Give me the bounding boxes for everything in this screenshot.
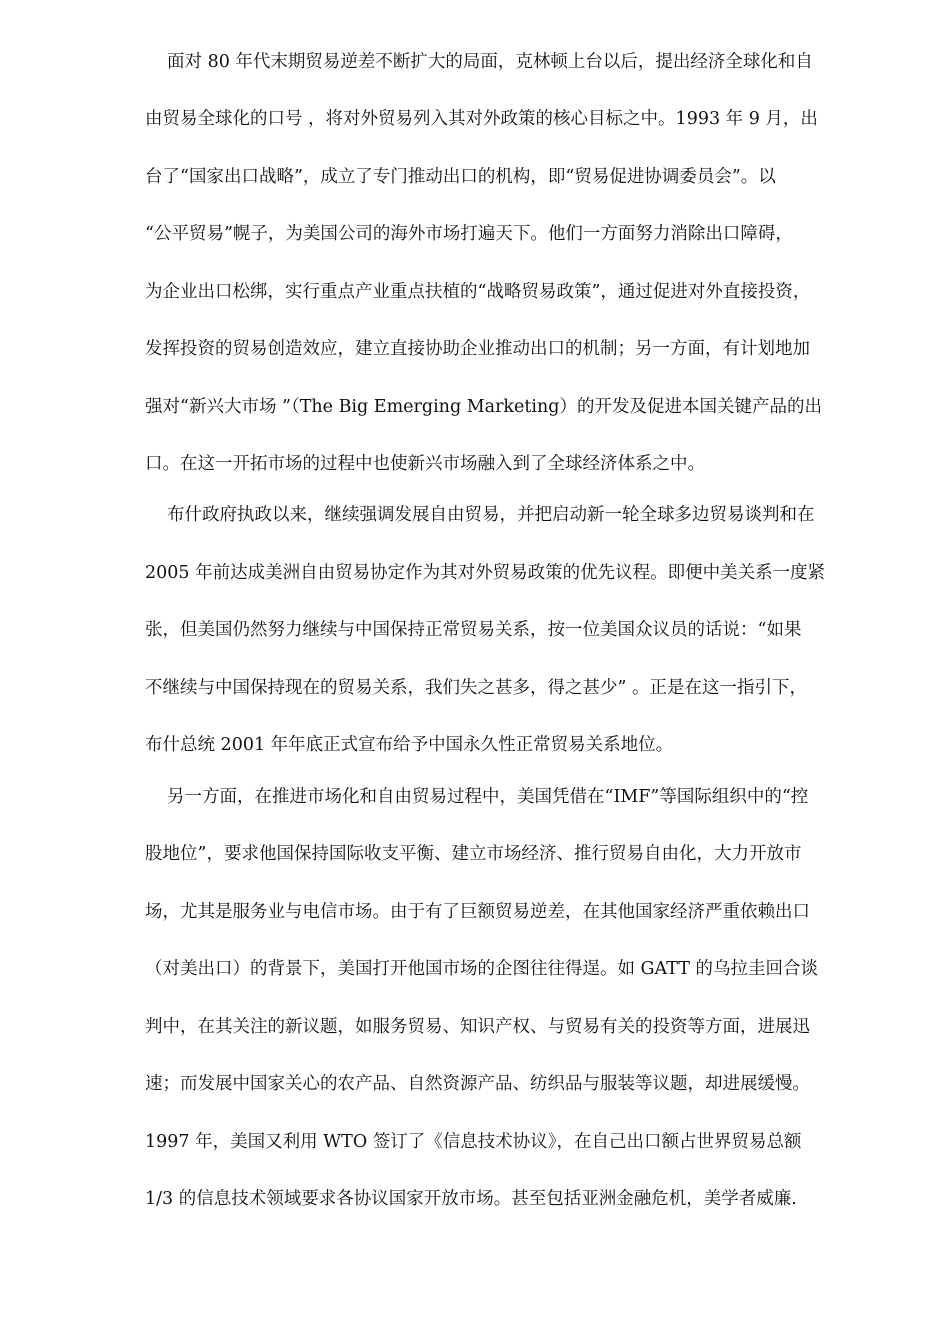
- text-line: 1/3 的信息技术领域要求各协议国家开放市场。甚至包括亚洲金融危机，美学者威廉.: [145, 1189, 797, 1209]
- text-line: 发挥投资的贸易创造效应，建立直接协助企业推动出口的机制；另一方面，有计划地加: [145, 339, 810, 359]
- text-line: 由贸易全球化的口号 ，将对外贸易列入其对外政策的核心目标之中。1993 年 9 月，出: [145, 109, 818, 129]
- text-line: 张，但美国仍然努力继续与中国保持正常贸易关系，按一位美国众议员的话说：“如果: [145, 620, 802, 640]
- text-line: 口。在这一开拓市场的过程中也使新兴市场融入到了全球经济体系之中。: [145, 454, 705, 474]
- text-line: 场，尤其是服务业与电信市场。由于有了巨额贸易逆差，在其他国家经济严重依赖出口: [145, 902, 810, 922]
- text-line: “公平贸易”幌子，为美国公司的海外市场打遍天下。他们一方面努力消除出口障碍，: [145, 224, 793, 244]
- text-line: 判中，在其关注的新议题，如服务贸易、知识产权、与贸易有关的投资等方面，进展迅: [145, 1017, 810, 1037]
- text-line: 布什总统 2001 年年底正式宣布给予中国永久性正常贸易关系地位。: [145, 735, 674, 755]
- text-line: 为企业出口松绑，实行重点产业重点扶植的“战略贸易政策”，通过促进对外直接投资，: [145, 282, 811, 302]
- text-line: 布什政府执政以来，继续强调发展自由贸易，并把启动新一轮全球多边贸易谈判和在: [167, 505, 815, 525]
- text-line: 面对 80 年代末期贸易逆差不断扩大的局面，克林顿上台以后，提出经济全球化和自: [167, 52, 813, 72]
- text-line: 强对“新兴大市场 ”（The Big Emerging Marketing）的开发及促进本国关键产品的出: [145, 397, 822, 417]
- text-line: 台了“国家出口战略”，成立了专门推动出口的机构，即“贸易促进协调委员会”。以: [145, 167, 776, 187]
- text-line: 另一方面，在推进市场化和自由贸易过程中，美国凭借在“IMF”等国际组织中的“控: [167, 787, 809, 807]
- text-line: 不继续与中国保持现在的贸易关系，我们失之甚多，得之甚少” 。正是在这一指引下，: [145, 678, 808, 698]
- text-line: （对美出口）的背景下，美国打开他国市场的企图往往得逞。如 GATT 的乌拉圭回合谈: [145, 959, 818, 979]
- text-line: 股地位”，要求他国保持国际收支平衡、建立市场经济、推行贸易自由化，大力开放市: [145, 844, 802, 864]
- text-line: 速；而发展中国家关心的农产品、自然资源产品、纺织品与服装等议题，却进展缓慢。: [145, 1074, 810, 1094]
- text-line: 1997 年，美国又利用 WTO 签订了《信息技术协议》，在自己出口额占世界贸易总额: [145, 1132, 802, 1152]
- text-line: 2005 年前达成美洲自由贸易协定作为其对外贸易政策的优先议程。即便中美关系一度紧: [145, 563, 826, 583]
